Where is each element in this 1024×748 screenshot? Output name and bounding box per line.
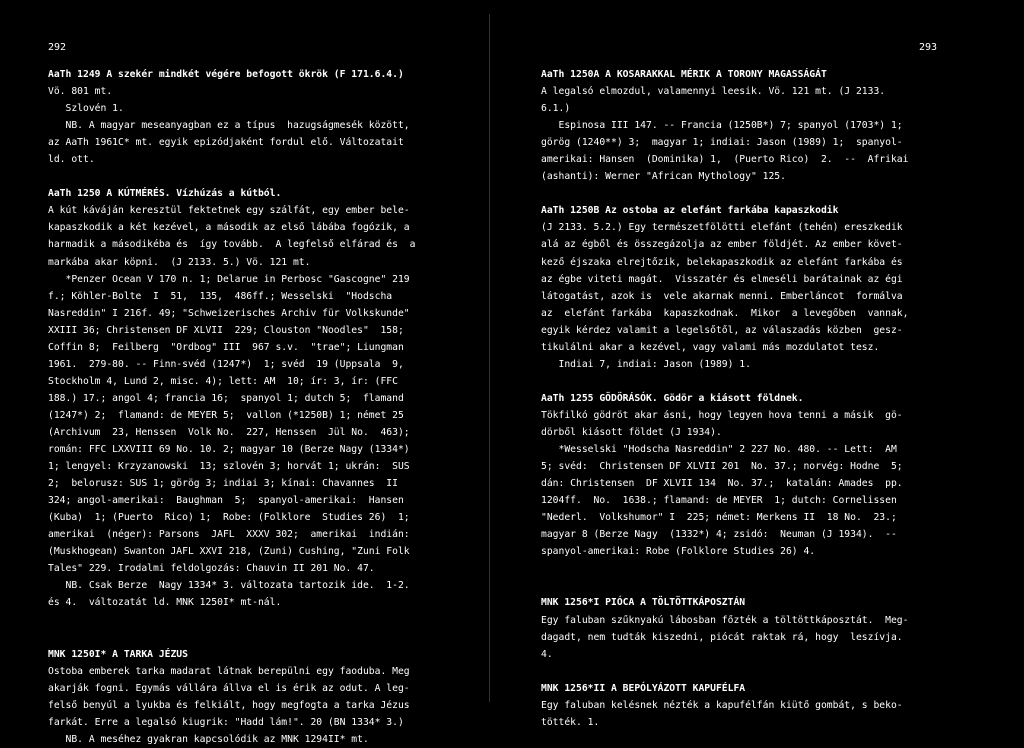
text-line: Coffin 8; Feilberg "Ordbog" III 967 s.v. "trae"; Liungman	[48, 341, 404, 353]
text-line: Nasreddin" I 216f. 49; "Schweizerisches Archiv für Volkskunde"	[48, 307, 410, 319]
text-line: NB. A magyar meseanyagban ez a típus hazugságmesék között,	[48, 120, 410, 132]
text-line: látogatást, azok is vele akarnak menni. Emberláncot formálva	[541, 290, 903, 302]
text-line: magyar 8 (Berze Nagy (1332*) 4; zsidó: Neuman (J 1934). --	[541, 529, 897, 541]
entry-heading: MNK 1250I* A TARKA JÉZUS	[48, 648, 188, 660]
text-line: dán: Christensen DF XLVII 134 No. 37.; katalán: Amades pp.	[541, 478, 903, 490]
text-line	[48, 612, 458, 629]
text-line: Indiai 7, indiai: Jason (1989) 1.	[541, 358, 751, 370]
text-line: *Penzer Ocean V 170 n. 1; Delarue in Perbosc "Gascogne" 219	[48, 273, 410, 285]
entry-heading: AaTh 1250A A KOSARAKKAL MÉRIK A TORONY MAGASSÁGÁT	[541, 69, 827, 80]
text-line: XXIII 36; Christensen DF XLVII 229; Clouston "Noodles" 158;	[48, 324, 404, 336]
text-line: f.; Köhler-Bolte I 51, 135, 486ff.; Wesselski "Hodscha	[48, 290, 393, 302]
entry-heading: MNK 1256*II A BEPÓLYÁZOTT KAPUFÉLFA	[541, 682, 746, 694]
text-line	[541, 373, 973, 390]
text-line: harmadik a másodikéba és így tovább. A legfelső elfárad és a	[48, 239, 416, 251]
text-line: *Wesselski "Hodscha Nasreddin" 2 227 No. 480. -- Lett: AM	[541, 444, 897, 456]
text-line: 2; belorusz: SUS 1; görög 3; indiai 3; kínai: Chavannes II	[48, 478, 398, 490]
text-line: kapaszkodik a két kezével, a második az első lábába fogózik, a	[48, 222, 410, 234]
text-line: markába akar köpni. (J 2133. 5.) Vö. 121 mt.	[48, 256, 311, 268]
text-line: Ostoba emberek tarka madarat látnak berepülni egy faoduba. Meg	[48, 665, 410, 677]
text-line: akarják fogni. Egymás vállára állva el is érik az odut. A leg-	[48, 682, 410, 694]
text-line	[48, 168, 458, 185]
text-line: 188.) 17.; angol 4; francia 16; spanyol 1; dutch 5; flamand	[48, 392, 404, 404]
text-line: felső benyúl a lyukba és felkiált, hogy megfogta a tarka Jézus	[48, 699, 410, 711]
text-line: (J 2133. 5.2.) Egy természetfölötti elefánt (tehén) ereszkedik	[541, 222, 903, 234]
text-line: A legalsó elmozdul, valamennyi leesik. Vö. 121 mt. (J 2133.	[541, 86, 886, 98]
text-line: 6.1.)	[541, 103, 571, 115]
text-line	[541, 663, 973, 680]
text-line: spanyol-amerikai: Robe (Folklore Studies 26) 4.	[541, 546, 816, 558]
right-page	[541, 0, 973, 728]
text-line: dörből kiásott földet (J 1934).	[541, 426, 722, 438]
entry-heading: AaTh 1250 A KÚTMÉRÉS. Vízhúzás a kútból.	[48, 188, 282, 200]
text-line: 1204ff. No. 1638.; flamand: de MEYER 1; dutch: Cornelissen	[541, 495, 897, 507]
left-page-number: 292	[48, 42, 67, 53]
page-gutter	[489, 14, 490, 702]
text-line: és 4. változatát ld. MNK 1250I* mt-nál.	[48, 597, 282, 609]
text-line: Tökfilkó gödröt akar ásni, hogy legyen hova tenni a másik gö-	[541, 409, 903, 421]
text-line: egyik kérdez valamit a legelsőtől, az válaszadás közben gesz-	[541, 324, 903, 336]
text-line	[541, 560, 973, 577]
right-page-number: 293	[919, 42, 938, 53]
text-line: farkát. Erre a legalsó kiugrik: "Hadd lám!". 20 (BN 1334* 3.)	[48, 716, 404, 728]
left-page-text	[48, 66, 458, 748]
text-line: ld. ott.	[48, 154, 95, 166]
text-line: Espinosa III 147. -- Francia (1250B*) 7; spanyol (1703*) 1;	[541, 120, 903, 132]
text-line: 1961. 279-80. -- Finn-svéd (1247*) 1; svéd 19 (Uppsala 9,	[48, 358, 404, 370]
text-line	[541, 185, 973, 202]
text-line: 5; svéd: Christensen DF XLVII 201 No. 37.; norvég: Hodne 5;	[541, 461, 903, 473]
text-line: tötték. 1.	[541, 716, 600, 728]
text-line	[48, 629, 458, 646]
text-line: Stockholm 4, Lund 2, misc. 4); lett: AM 10; ír: 3, ír: (FFC	[48, 375, 398, 387]
right-page-text	[541, 66, 973, 731]
text-line: Egy faluban szűknyakú lábosban főzték a töltöttkáposztát. Meg-	[541, 614, 909, 626]
entry-heading: MNK 1256*I PIÓCA A TÖLTÖTTKÁPOSZTÁN	[541, 597, 746, 609]
text-line: 324; angol-amerikai: Baughman 5; spanyol-amerikai: Hansen	[48, 495, 404, 507]
text-line: NB. A meséhez gyakran kapcsolódik az MNK 1294II* mt.	[48, 733, 369, 745]
text-line: tikulálni akar a kezével, vagy valami más mozdulatot tesz.	[541, 341, 880, 353]
text-line: az AaTh 1961C* mt. egyik epizódjaként fordul elő. Változatait	[48, 137, 404, 149]
entry-heading: AaTh 1255 GÖDÖRÁSÓK. Gödör a kiásott földnek.	[541, 392, 804, 404]
entry-heading: AaTh 1250B Az ostoba az elefánt farkába kapaszkodik	[541, 205, 839, 217]
text-line: (Archivum 23, Henssen Volk No. 227, Henssen Jül No. 463);	[48, 426, 410, 438]
text-line: Egy faluban kelésnek nézték a kapufélfán kiütő gombát, s beko-	[541, 699, 903, 711]
text-line: Tales" 229. Irodalmi feldolgozás: Chauvin II 201 No. 47.	[48, 563, 375, 575]
text-line: 1; lengyel: Krzyzanowski 13; szlovén 3; horvát 1; ukrán: SUS	[48, 461, 410, 473]
left-page	[48, 0, 458, 745]
text-line: az égbe viteti magát. Visszatér és elmeséli barátainak az égi	[541, 273, 903, 285]
text-line: (Muskhogean) Swanton JAFL XXVI 218, (Zuni) Cushing, "Zuni Folk	[48, 546, 410, 558]
text-line: A kút káváján keresztül fektetnek egy szálfát, egy ember bele-	[48, 205, 410, 217]
text-line: (ashanti): Werner "African Mythology" 125.	[541, 171, 786, 183]
text-line: "Nederl. Volkshumor" I 225; német: Merkens II 18 No. 23.;	[541, 512, 897, 524]
text-line: az elefánt farkába kapaszkodnak. Mikor a levegőben vannak,	[541, 307, 909, 319]
text-line: NB. Csak Berze Nagy 1334* 3. változata tartozik ide. 1-2.	[48, 580, 410, 592]
entry-heading: AaTh 1249 A szekér mindkét végére befogott ökrök (F 171.6.4.)	[48, 69, 404, 80]
text-line: (Kuba) 1; (Puerto Rico) 1; Robe: (Folklore Studies 26) 1;	[48, 512, 410, 524]
text-line: alá az égből és összegázolja az ember földjét. Az ember követ-	[541, 239, 903, 251]
text-line: dagadt, nem tudták kiszedni, piócát raktak rá, hogy leszívja.	[541, 631, 903, 643]
text-line	[541, 577, 973, 594]
text-line: (1247*) 2; flamand: de MEYER 5; vallon (*1250B) 1; német 25	[48, 409, 404, 421]
text-line: román: FFC LXXVIII 69 No. 10. 2; magyar 10 (Berze Nagy (1334*)	[48, 444, 410, 456]
text-line: amerikai (néger): Parsons JAFL XXXV 302; amerikai indián:	[48, 529, 410, 541]
text-line: Szlovén 1.	[48, 103, 124, 115]
text-line: Vö. 801 mt.	[48, 86, 113, 98]
text-line: kező éjszaka elrejtőzik, belekapaszkodik az elefánt farkába és	[541, 256, 903, 268]
text-line: 4.	[541, 648, 553, 660]
text-line: amerikai: Hansen (Dominika) 1, (Puerto Rico) 2. -- Afrikai	[541, 154, 909, 166]
text-line: görög (1240**) 3; magyar 1; indiai: Jason (1989) 1; spanyol-	[541, 137, 903, 149]
